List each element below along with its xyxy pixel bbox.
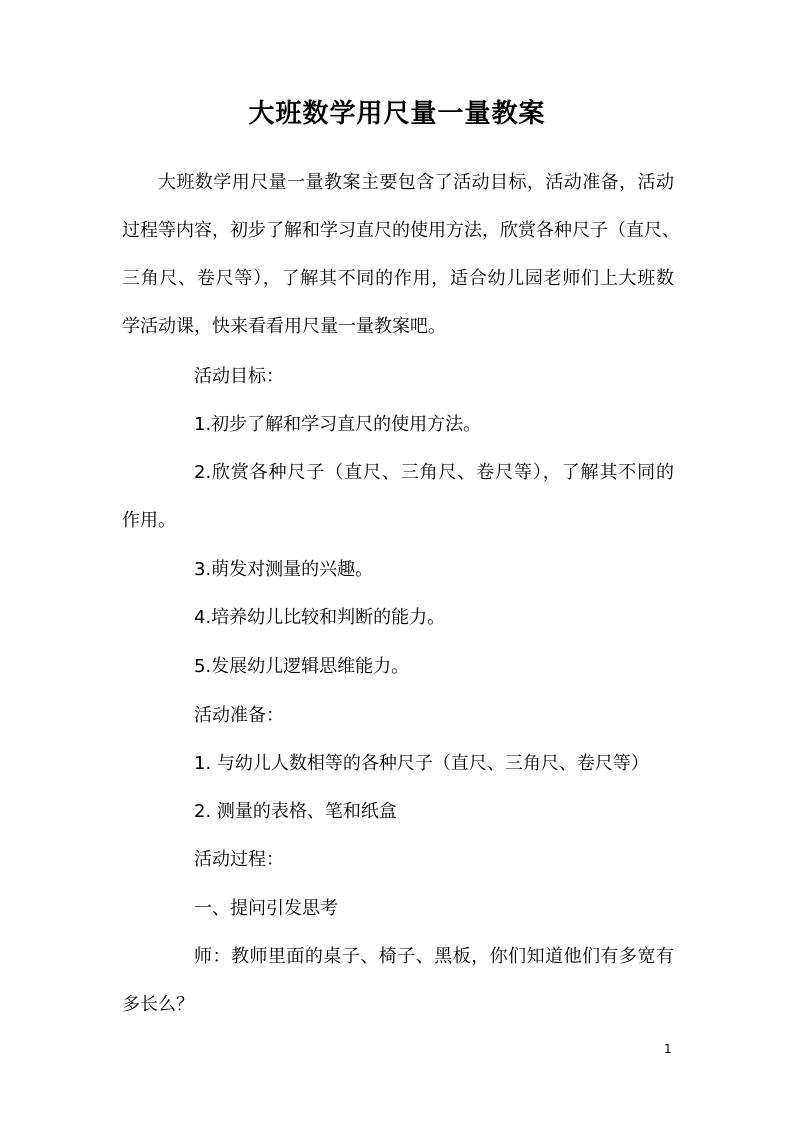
prep-item-2: 2. 测量的表格、笔和纸盒 [194, 801, 397, 822]
intro-line-3: 三角尺、卷尺等），了解其不同的作用，适合幼儿园老师们上大班数 [122, 268, 674, 289]
goal-item-3: 3.萌发对测量的兴趣。 [194, 559, 374, 580]
page-number: 1 [664, 1042, 672, 1056]
intro-line-4: 学活动课，快来看看用尺量一量教案吧。 [122, 316, 446, 337]
document-title: 大班数学用尺量一量教案 [248, 99, 546, 129]
prep-item-1: 1. 与幼儿人数相等的各种尺子（直尺、三角尺、卷尺等） [194, 753, 649, 774]
teacher-question-line-1: 师：教师里面的桌子、椅子、黑板，你们知道他们有多宽有 [194, 946, 674, 967]
intro-line-1: 大班数学用尺量一量教案主要包含了活动目标，活动准备，活动 [158, 172, 674, 193]
goal-item-2-line-1: 2.欣赏各种尺子（直尺、三角尺、卷尺等），了解其不同的 [194, 462, 674, 483]
process-heading: 活动过程： [194, 849, 284, 870]
goal-item-5: 5.发展幼儿逻辑思维能力。 [194, 656, 410, 677]
teacher-question-line-2: 多长么？ [122, 994, 194, 1015]
goals-heading: 活动目标： [194, 366, 284, 387]
goal-item-4: 4.培养幼儿比较和判断的能力。 [194, 607, 446, 628]
intro-line-2: 过程等内容，初步了解和学习直尺的使用方法，欣赏各种尺子（直尺、 [122, 220, 680, 241]
goal-item-2-line-2: 作用。 [122, 510, 176, 531]
step-1-heading: 一、提问引发思考 [194, 898, 338, 919]
prep-heading: 活动准备： [194, 705, 284, 726]
goal-item-1: 1.初步了解和学习直尺的使用方法。 [194, 414, 482, 435]
